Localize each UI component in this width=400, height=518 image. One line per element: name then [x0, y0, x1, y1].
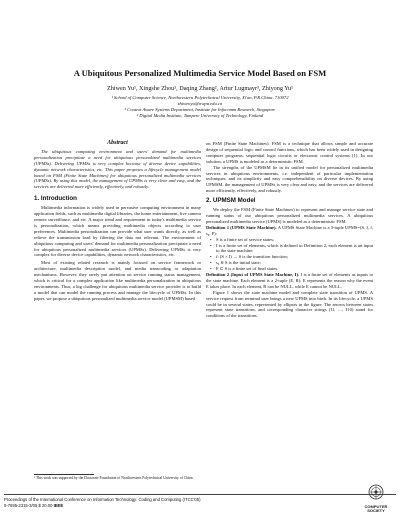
definition-2-label: Definition 2 (Input of UPMS State Machine, I).: [206, 272, 300, 278]
definition-1: [206, 225, 373, 237]
body-paragraph-fsm: on FSM (Finite State Machines). FSM is a technique that allows simple and accurate design of sequential logic and control functions, which has been widely used in designing computer programs, sequential logic circuits or electronic control systems [1]. In our solution, a UPMS is modeled as a deterministic FSM.: [206, 141, 373, 164]
affiliation-email: zhiwenyu@nwpu.edu.cn: [177, 101, 223, 106]
definition-2-text: I is a finite set of elements as inputs to the state machine. Each element is a 2-tuple (E, R): E represents the reason why the event E takes place. In each element, R can be NULL, while E cannot be NULL.: [206, 272, 373, 289]
footer-rule: [4, 494, 396, 495]
definition-1-list: [206, 237, 373, 272]
logo-line-2: SOCIETY: [367, 508, 385, 514]
paper-title: A Ubiquitous Personalized Multimedia Service Model Based on FSM: [73, 68, 327, 78]
section-heading-upmsm: 2. UPMSM Model: [206, 197, 256, 205]
list-item: • s₀ ∈ S is the initial state;: [206, 260, 373, 266]
isbn-line: [4, 503, 63, 508]
body-paragraph-deploy: We deploy the FSM (Finite State Machines) to represent and manage service state and running status of our ubiquitous personalized multimedia services. A ubiquitous personalized multimedia service (UPMS) is modeled as a deterministic FSM.: [206, 207, 373, 224]
intro-paragraph-1: Multimedia information is widely used in pervasive computing environment in many application fields, such as multimedia digital libraries, the home entertainment, live camera remote surveillance, and etc. A major trend and requirement in today's multimedia service is personalization, which means providing multimedia objects according to user preferences. Multimedia personalization can provide what user wants directly, as well as relieve the transmission load by filtering the data not relevant. The environment of ubiquitous computing and users' demand for multimedia personalization precipitate a need for ubiquitous personalized multimedia services (UPMSs). Delivering UPMSs is very complex for diverse device capabilities, dynamic network characteristics, etc.: [34, 205, 201, 258]
affiliation-3: ³ Digital Media Institute, Tampere University of Technology, Finland: [136, 113, 264, 118]
footnote: ¹ This work was supported by the Doctorate Foundation of Northwestern Polytechnical University of China.: [34, 476, 194, 480]
author-list: Zhiwen Yu¹, Xingshe Zhou¹, Daqing Zhang², Artur Lugmayr³, Zhiyong Yu¹: [107, 85, 293, 92]
definition-1-label: Definition 1 (UPMS State Machine).: [206, 224, 277, 230]
affiliation-2: ² Context Aware Systems Department, Institute for Infocomm Research, Singapore: [124, 107, 276, 112]
footnote-rule: [34, 474, 94, 475]
list-item: • f: (S × I) → S is the transition function;: [206, 254, 373, 260]
ieee-mark: IEEE: [53, 503, 64, 508]
definition-1-text: A UPMS State Machine is a 5-tuple UPMS=(S, I, f, s₀, F):: [206, 224, 373, 236]
definition-2: [206, 272, 373, 290]
body-paragraph-strengths: The strengths of the UPMSM lie in its unified model for personalized multimedia services in ubiquitous environments, i.e. independent of particular implementation techniques, and its simplicity and easy comprehensibility on diverse devices. By using UPMSM, the management of UPMSs is very clear and easy, and the services are delivered more efficiently, effectively, and robustly.: [206, 164, 373, 194]
affiliation-1: ¹ School of Computer Science, Northwestern Polytechnical University, Xi'an, P.R.China, 710072: [111, 95, 289, 100]
left-column: [34, 141, 201, 302]
society-emblem-icon: [368, 484, 384, 500]
right-column: [206, 141, 373, 319]
list-item: • S is a finite set of service states;: [206, 237, 373, 243]
intro-paragraph-2: Most of existing related research is mainly focused on service framework or architecture, multimedia description model, and media transcoding or adaptation mechanisms. However, they rarely put attention on service running status management, which is critical for a complex application like multimedia personalization in ubiquitous environments. Thus, a big challenge for ubiquitous multimedia service provider is to build a model that can model the running process and manage the lifecycle of UPMSs. In this paper, we propose a ubiquitous personalized multimedia service model (UPMSM) based: [34, 260, 201, 301]
section-heading-introduction: 1. Introduction: [34, 195, 77, 203]
computer-society-logo: [354, 484, 398, 516]
logo-line-1: COMPUTER: [364, 504, 388, 509]
abstract-heading: Abstract: [107, 140, 128, 146]
abstract-text: The ubiquitous computing environment and users' demand for multimedia personalization precipitate a need for ubiquitous personalized multimedia services (UPMSs). Delivering UPMSs is very complex because of diverse device capabilities, dynamic network characteristics, etc. This paper proposes a lifecycle management model based on FSM (Finite State Machines) for ubiquitous personalized multimedia services (UPMSs). By using this model, the management of UPMSs is very clear and easy, and the services are delivered more efficiently, effectively, and robustly.: [34, 148, 201, 190]
isbn-text: 0-7695-2315-3/05 $ 20.00: [4, 503, 54, 508]
body-paragraph-figure: Figure 1 shows the state machine model and complete state transition of UPMS. A service request from terminal user brings a new UPMS into birth. In its lifecycle, a UPMS could be in several states, represented by ellipses in the figure. The arrows between states represent state transitions, and corresponding character strings (I1, …, I10) stand for conditions of the transitions.: [206, 289, 373, 319]
list-item: • I is a finite set of elements, which is defined in Definition 2, each element is an input to the state machine;: [206, 243, 373, 255]
list-item: • F ⊂ S is a finite set of final states.: [206, 266, 373, 272]
proceedings-line: Proceedings of the International Conference on Information Technology: Coding and Computing (ITCC'05): [4, 497, 201, 502]
